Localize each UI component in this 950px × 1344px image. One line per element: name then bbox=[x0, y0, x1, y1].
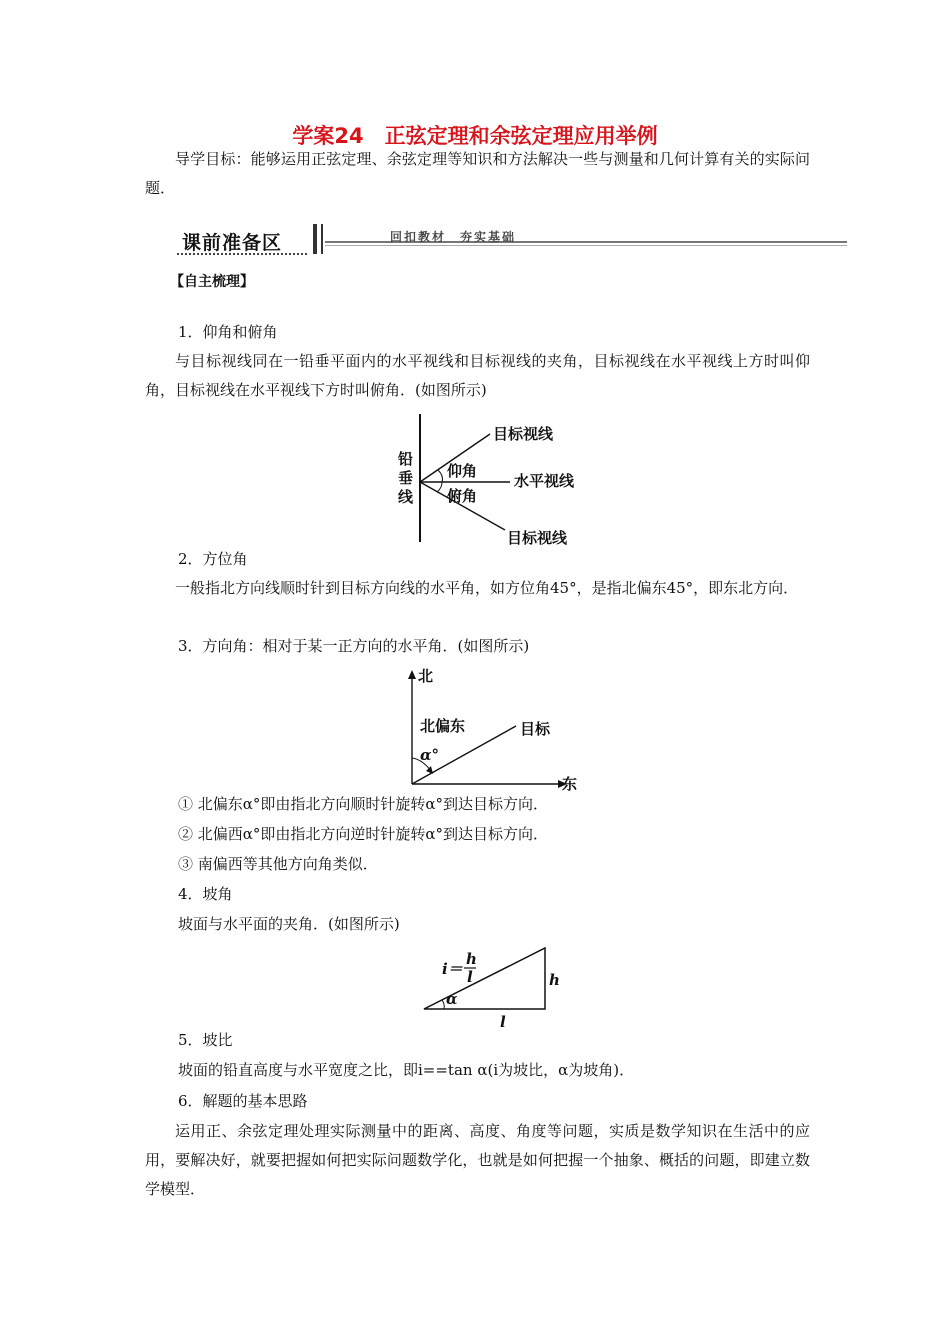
s3-item-2: ② 北偏西α°即由指北方向逆时针旋转α°到达目标方向． bbox=[178, 825, 549, 843]
label-slope-alpha: α bbox=[446, 990, 458, 1008]
label-elevation: 仰角 bbox=[447, 462, 478, 480]
label-plumb-2: 垂 bbox=[398, 469, 414, 487]
s1-paragraph: 与目标视线同在一铅垂平面内的水平视线和目标视线的夹角，目标视线在水平视线上方时叫仰角，目标视线在水平视线下方时叫俯角．(如图所示) bbox=[145, 352, 810, 399]
s2-heading: 2．方位角 bbox=[178, 550, 248, 568]
s3-item-1: ① 北偏东α°即由指北方向顺时针旋转α°到达目标方向． bbox=[178, 795, 549, 813]
slope-angle-arc bbox=[442, 1000, 444, 1009]
s2-paragraph: 一般指北方向线顺时针到目标方向线的水平角，如方位角45°，是指北偏东45°，即东北方向． bbox=[175, 579, 799, 597]
intro-paragraph: 导学目标：能够运用正弦定理、余弦定理等知识和方法解决一些与测量和几何计算有关的实际问题． bbox=[145, 150, 810, 197]
s5-heading: 5．坡比 bbox=[178, 1031, 233, 1049]
label-height: h bbox=[549, 971, 560, 989]
banner-rule-thin bbox=[325, 245, 847, 246]
s6-paragraph: 运用正、余弦定理处理实际测量中的距离、高度、角度等问题，实质是数学知识在生活中的应用，要解决好，就要把握如何把实际问题数学化，也就是如何把握一个抽象、概括的问题，即建立数学模型． bbox=[145, 1122, 810, 1198]
label-target-top: 目标视线 bbox=[493, 425, 554, 443]
banner-divider-thin bbox=[321, 224, 323, 254]
label-alpha: α° bbox=[420, 746, 440, 764]
s4-paragraph: 坡面与水平面的夹角．(如图所示) bbox=[178, 915, 400, 933]
label-i-equals: i＝ bbox=[442, 960, 463, 978]
label-horizontal: 水平视线 bbox=[514, 472, 575, 490]
s1-heading: 1．仰角和俯角 bbox=[178, 323, 278, 341]
label-length: l bbox=[500, 1013, 506, 1030]
section-label: 【自主梳理】 bbox=[170, 274, 254, 290]
label-target: 目标 bbox=[520, 720, 551, 738]
label-north-east: 北偏东 bbox=[420, 717, 466, 735]
elevation-depression-figure bbox=[390, 412, 600, 547]
slope-triangle bbox=[424, 948, 545, 1009]
depression-arc bbox=[437, 482, 442, 492]
s3-heading: 3．方向角：相对于某一正方向的水平角．(如图所示) bbox=[178, 637, 530, 655]
label-depression: 俯角 bbox=[447, 487, 478, 505]
page-title: 学案24 正弦定理和余弦定理应用举例 bbox=[292, 124, 658, 148]
label-plumb-3: 线 bbox=[398, 488, 414, 506]
banner-divider bbox=[313, 224, 317, 254]
label-north: 北 bbox=[418, 667, 434, 685]
label-plumb-1: 铅 bbox=[398, 450, 414, 468]
north-arrow-icon bbox=[408, 670, 416, 679]
s6-heading: 6．解题的基本思路 bbox=[178, 1092, 308, 1110]
label-target-bottom: 目标视线 bbox=[507, 529, 568, 547]
banner-underline bbox=[177, 253, 307, 255]
label-east: 东 bbox=[562, 775, 578, 792]
banner-subtitle: 回扣教材 夯实基础 bbox=[390, 230, 517, 244]
slope-figure bbox=[418, 944, 568, 1030]
s5-paragraph: 坡面的铅直高度与水平宽度之比，即i==tan α(i为坡比，α为坡角)． bbox=[178, 1061, 635, 1079]
banner-title: 课前准备区 bbox=[182, 232, 283, 254]
direction-angle-figure bbox=[400, 662, 585, 792]
section-banner bbox=[175, 222, 847, 256]
label-fraction-numerator: h bbox=[466, 950, 477, 968]
s4-heading: 4．坡角 bbox=[178, 885, 233, 903]
elevation-arc bbox=[438, 470, 443, 482]
label-fraction-denominator: l bbox=[467, 968, 473, 986]
alpha-arc-arrow-icon bbox=[426, 766, 433, 774]
s3-item-3: ③ 南偏西等其他方向角类似． bbox=[178, 855, 378, 873]
